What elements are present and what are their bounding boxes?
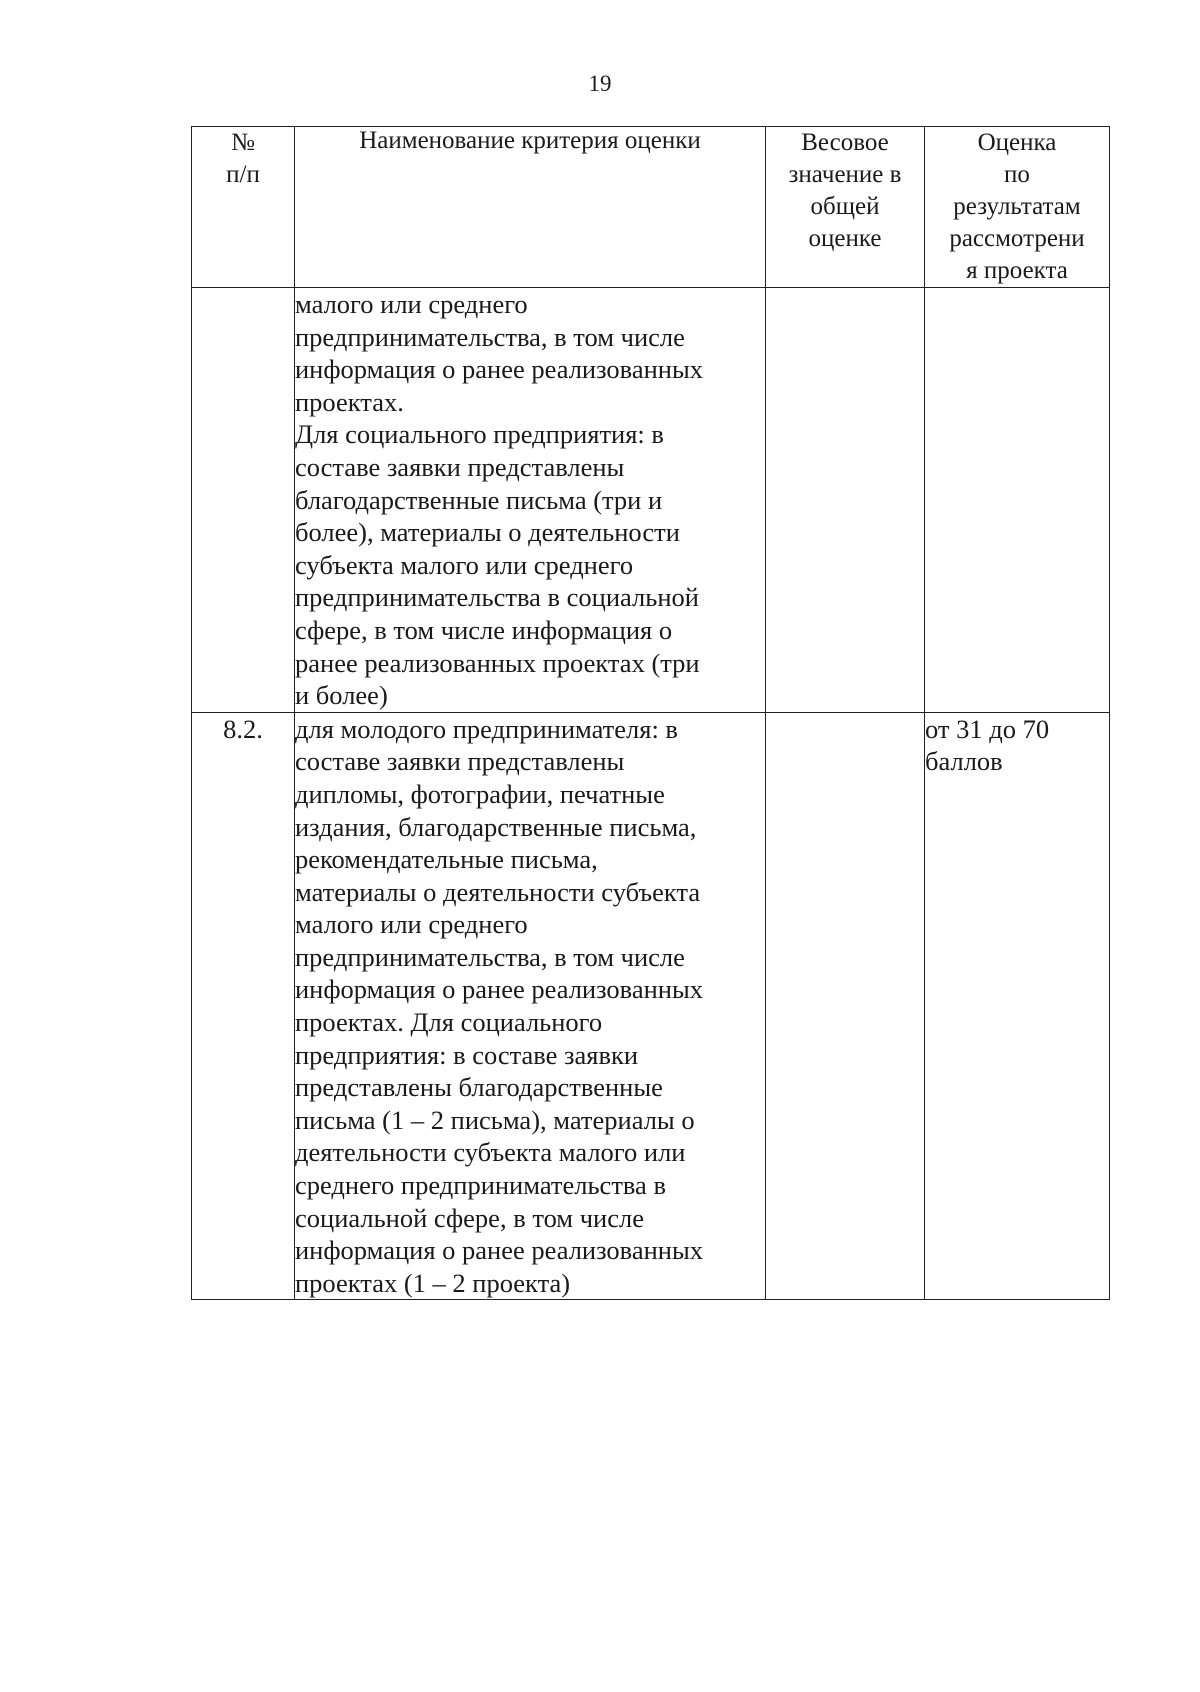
criterion-text-line: субъекта малого или среднего <box>295 549 634 580</box>
criterion-text-line: информация о ранее реализованных <box>295 974 704 1005</box>
criterion-text-line: социальной сфере, в том числе <box>295 1202 644 1233</box>
criterion-text-line: дипломы, фотографии, печатные <box>295 778 665 809</box>
criterion-text-line: благодарственные письма (три и <box>295 484 663 515</box>
criterion-text-line: предпринимательства, в том числе <box>295 941 685 972</box>
criterion-text-line: материалы о деятельности субъекта <box>295 876 701 907</box>
criterion-description <box>295 288 766 713</box>
criterion-text-line: предпринимательства, в том числе <box>295 321 685 352</box>
table-body <box>192 288 1110 1300</box>
criterion-text-line: проектах. Для социального <box>295 1007 603 1038</box>
criterion-text-line: Для социального предприятия: в <box>295 419 664 450</box>
criterion-text-line: малого или среднего <box>295 289 528 319</box>
weight-cell <box>766 712 925 1300</box>
criterion-description <box>295 712 766 1300</box>
score-cell <box>925 288 1110 713</box>
criterion-text-line: и более) <box>295 680 388 711</box>
table-header-row <box>192 127 1110 288</box>
weight-cell <box>766 288 925 713</box>
criterion-text-line: деятельности субъекта малого или <box>295 1137 686 1168</box>
criterion-text-line: предприятия: в составе заявки <box>295 1039 639 1070</box>
header-criterion-name: Наименование критерия оценки <box>295 127 766 288</box>
criterion-text-line: издания, благодарственные письма, <box>295 811 697 842</box>
header-number: № п/п <box>192 127 295 288</box>
row-number <box>192 288 295 713</box>
score-cell <box>925 712 1110 1300</box>
table-row <box>192 288 1110 713</box>
page-number: 19 <box>588 71 612 96</box>
criterion-text-line: сфере, в том числе информация о <box>295 614 673 645</box>
criterion-text-line: более), материалы о деятельности <box>295 517 680 548</box>
criterion-text-line: составе заявки представлены <box>295 746 625 777</box>
criterion-text-line: рекомендательные письма, <box>295 844 598 875</box>
criteria-table <box>191 126 1110 1300</box>
criterion-text-line: проектах (1 – 2 проекта) <box>295 1267 571 1298</box>
score-text-line: баллов <box>925 746 1003 777</box>
criterion-text-line: предпринимательства в социальной <box>295 582 699 613</box>
criterion-text-line: среднего предпринимательства в <box>295 1170 666 1201</box>
criterion-text-line: составе заявки представлены <box>295 451 625 482</box>
criterion-text-line: информация о ранее реализованных <box>295 1235 704 1266</box>
criterion-text-line: малого или среднего <box>295 909 528 940</box>
criterion-text-line: представлены благодарственные <box>295 1072 663 1103</box>
criterion-text-line: письма (1 – 2 письма), материалы о <box>295 1104 695 1135</box>
criterion-text-line: информация о ранее реализованных <box>295 354 704 385</box>
table-row <box>192 712 1110 1300</box>
criterion-text-line: ранее реализованных проектах (три <box>295 647 700 678</box>
row-number: 8.2. <box>192 712 295 1300</box>
score-text-line: от 31 до 70 <box>925 713 1050 744</box>
header-weight: Весовое значение в общей оценке <box>766 127 925 288</box>
header-score: Оценка по результатам рассмотрени я проекта <box>925 127 1110 288</box>
criterion-text-line: для молодого предпринимателя: в <box>295 713 678 744</box>
criterion-text-line: проектах. <box>295 386 404 417</box>
